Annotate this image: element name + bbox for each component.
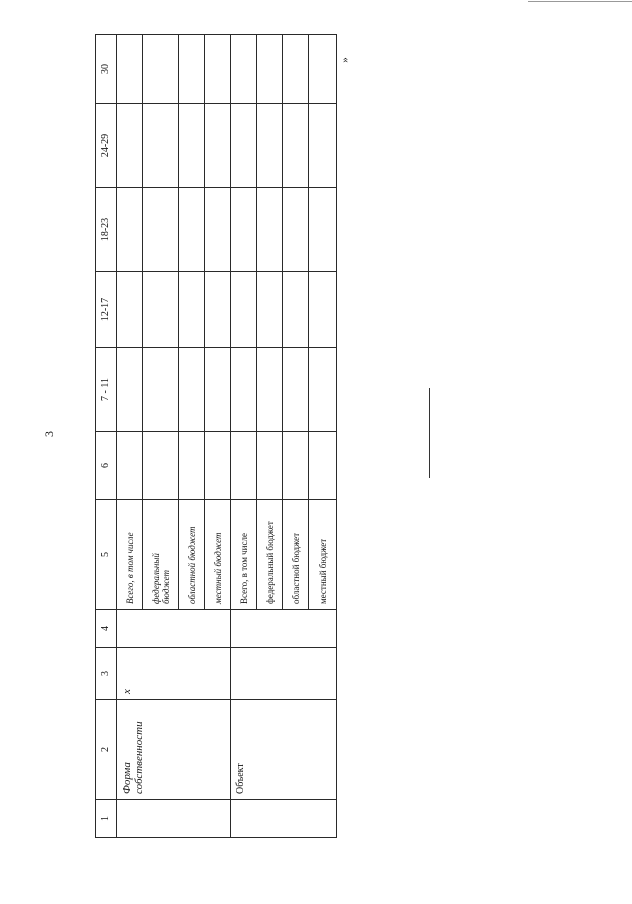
data-cell (309, 35, 337, 104)
data-cell (283, 432, 309, 500)
data-cell (179, 188, 205, 272)
data-cell (309, 272, 337, 348)
table-row (231, 35, 257, 838)
row-label-text: федеральный бюджет (150, 553, 171, 604)
data-cell (309, 432, 337, 500)
data-cell (117, 272, 143, 348)
column-header: 18-23 (96, 188, 117, 272)
data-cell (179, 272, 205, 348)
table-row (117, 35, 143, 838)
data-cell (231, 188, 257, 272)
row-label: федеральный бюджет (257, 500, 283, 610)
column-header: 5 (96, 500, 117, 610)
data-cell (257, 188, 283, 272)
data-cell (205, 432, 231, 500)
data-cell (205, 35, 231, 104)
data-cell (309, 348, 337, 432)
data-cell (231, 432, 257, 500)
data-cell (257, 432, 283, 500)
data-cell (257, 104, 283, 188)
rotated-table-wrapper (95, 35, 336, 838)
row-label: местный бюджет (309, 500, 337, 610)
group-label: Форма собственности (117, 700, 231, 800)
data-cell (117, 188, 143, 272)
data-cell (117, 432, 143, 500)
data-cell (257, 348, 283, 432)
row-number-cell (117, 800, 231, 838)
group-mark: x (117, 648, 231, 700)
data-cell (283, 35, 309, 104)
data-cell (283, 188, 309, 272)
data-cell (231, 272, 257, 348)
column-header: 3 (96, 648, 117, 700)
data-cell (179, 104, 205, 188)
row-label: областной бюджет (283, 500, 309, 610)
data-cell (117, 35, 143, 104)
column-header: 6 (96, 432, 117, 500)
data-cell (179, 35, 205, 104)
data-cell (143, 104, 179, 188)
column-header: 12-17 (96, 272, 117, 348)
data-cell (257, 35, 283, 104)
signature-line (429, 388, 430, 478)
budget-table (95, 34, 337, 838)
column-header: 4 (96, 610, 117, 648)
column-header: 2 (96, 700, 117, 800)
row-label: Всего, в том числе (117, 500, 143, 610)
data-cell (143, 188, 179, 272)
data-cell (143, 348, 179, 432)
data-cell (205, 104, 231, 188)
column-header: 24-29 (96, 104, 117, 188)
row-label: областной бюджет (179, 500, 205, 610)
data-cell (143, 272, 179, 348)
data-cell (231, 35, 257, 104)
data-cell (117, 610, 231, 648)
data-cell (205, 348, 231, 432)
closing-quote-mark: » (339, 57, 351, 63)
data-cell (231, 104, 257, 188)
data-cell (179, 432, 205, 500)
group-label: Объект (231, 700, 337, 800)
data-cell (257, 272, 283, 348)
data-cell (143, 432, 179, 500)
data-cell (283, 104, 309, 188)
data-cell (143, 35, 179, 104)
top-edge-rule (528, 1, 632, 2)
header-row (96, 35, 117, 838)
page-number: 3 (42, 431, 56, 437)
data-cell (117, 348, 143, 432)
group-mark (231, 648, 337, 700)
row-label (143, 500, 179, 610)
column-header: 1 (96, 800, 117, 838)
data-cell (283, 348, 309, 432)
row-label: местный бюджет (205, 500, 231, 610)
column-header: 7 - 11 (96, 348, 117, 432)
data-cell (205, 272, 231, 348)
data-cell (179, 348, 205, 432)
data-cell (283, 272, 309, 348)
data-cell (309, 104, 337, 188)
data-cell (231, 348, 257, 432)
row-label: Всего, в том числе (231, 500, 257, 610)
data-cell (205, 188, 231, 272)
column-header: 30 (96, 35, 117, 104)
row-number-cell (231, 800, 337, 838)
data-cell (309, 188, 337, 272)
data-cell (117, 104, 143, 188)
data-cell (231, 610, 337, 648)
